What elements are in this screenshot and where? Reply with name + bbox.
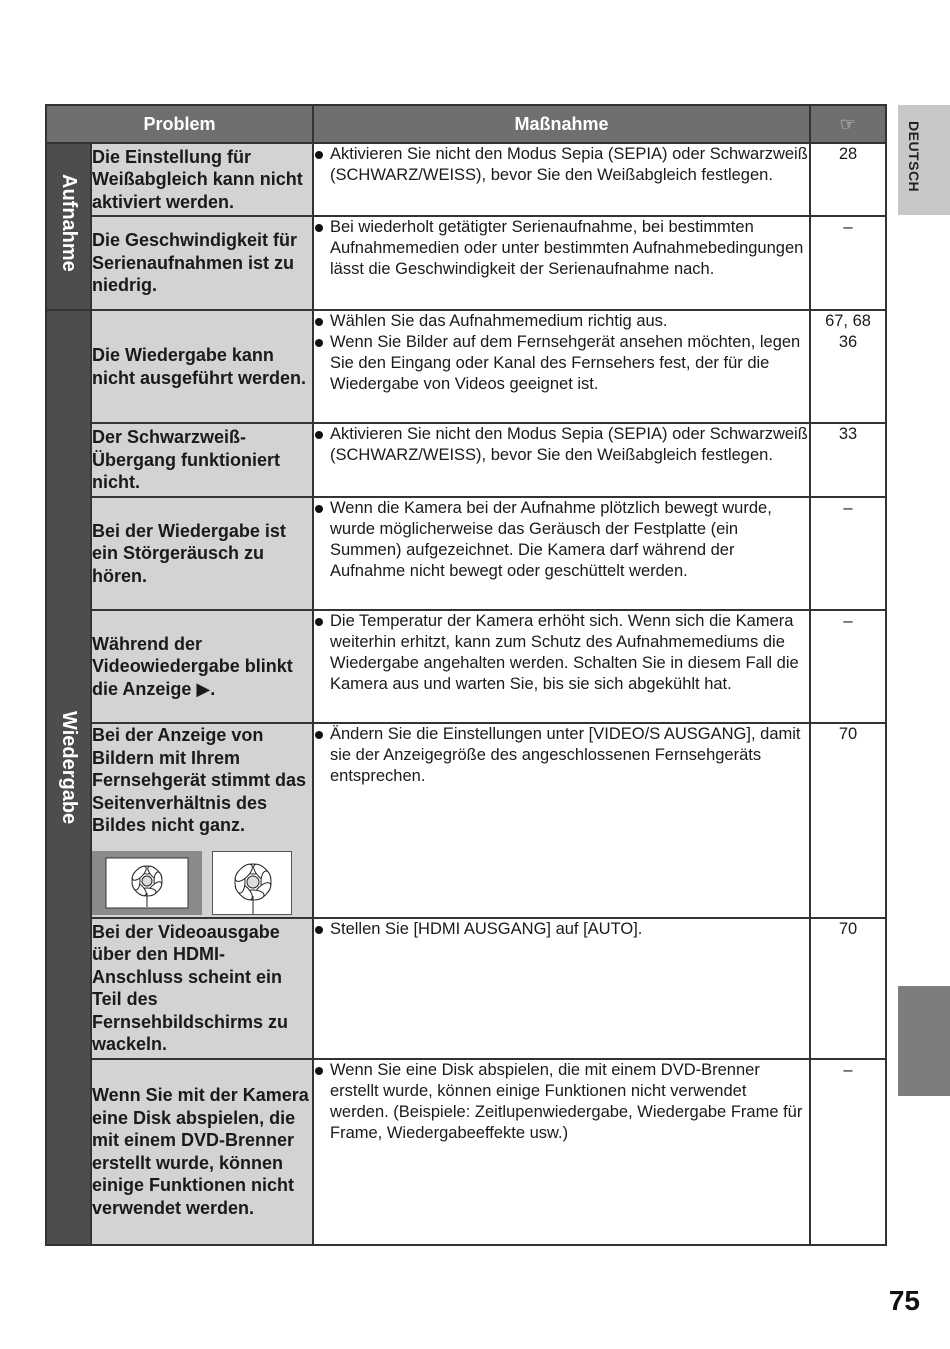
- language-tab: [898, 105, 950, 215]
- table-row: [46, 497, 886, 610]
- table-row: [46, 1059, 886, 1245]
- measure-item: Wenn Sie eine Disk abspielen, die mit einem DVD-Brenner erstellt wurde, können einige Funktionen nicht verwendet werden. (Beispiele: Zeitlupenwiedergabe, Wiedergabe Frame für Frame, Wiedergabeeffekte usw.): [314, 1060, 809, 1144]
- table-row: [46, 143, 886, 216]
- measure-cell: [313, 143, 810, 216]
- wide-screen-thumbnail: [92, 851, 202, 915]
- page-number: 75: [888, 1285, 920, 1316]
- page-reference: 67, 68: [825, 312, 871, 330]
- troubleshooting-table: [45, 104, 887, 1246]
- table-header-row: [46, 105, 886, 143]
- section-marker-block: [898, 986, 950, 1096]
- problem-cell: Bei der Videoausgabe über den HDMI-Anschluss scheint ein Teil des Fernsehbildschirms zu wackeln.: [91, 918, 313, 1059]
- page-reference: –: [843, 612, 853, 630]
- header-measure: Maßnahme: [313, 105, 810, 143]
- measure-item: Wenn die Kamera bei der Aufnahme plötzlich bewegt wurde, wurde möglicherweise das Geräusch der Festplatte (ein Summen) aufgezeichnet. Die Kamera darf während der Aufnahme nicht bewegt oder geschüttelt werden.: [314, 498, 809, 582]
- category-label: Wiedergabe: [58, 711, 80, 825]
- measure-item: Stellen Sie [HDMI AUSGANG] auf [AUTO].: [314, 919, 809, 940]
- table-row: [46, 723, 886, 918]
- reference-cell: [810, 918, 886, 1059]
- measure-cell: [313, 423, 810, 497]
- measure-item: Wenn Sie Bilder auf dem Fernsehgerät ansehen möchten, legen Sie den Eingang oder Kanal des Fernsehers fest, der für die Wiedergabe von Videos geeignet ist.: [314, 332, 809, 395]
- language-label: DEUTSCH: [906, 121, 922, 193]
- reference-cell: [810, 1059, 886, 1245]
- measure-cell: [313, 216, 810, 310]
- problem-cell: Der Schwarzweiß-Übergang funktioniert nicht.: [91, 423, 313, 497]
- measure-item: Bei wiederholt getätigter Serienaufnahme, bei bestimmten Aufnahmemedien oder unter bestimmten Aufnahmebedingungen lässt die Geschwindigkeit der Serienaufnahme nach.: [314, 217, 809, 280]
- problem-text: Bei der Anzeige von Bildern mit Ihrem Fernsehgerät stimmt das Seitenverhältnis des Bildes nicht ganz.: [92, 725, 307, 835]
- measure-item: Wählen Sie das Aufnahmemedium richtig aus.: [314, 311, 809, 332]
- page-reference: 36: [838, 333, 858, 351]
- page-reference: 70: [838, 919, 858, 938]
- table-row: [46, 918, 886, 1059]
- reference-cell: [810, 216, 886, 310]
- header-reference-icon: [810, 105, 886, 143]
- reference-cell: [810, 143, 886, 216]
- category-playback: [46, 310, 91, 1245]
- measure-item: Aktivieren Sie nicht den Modus Sepia (SEPIA) oder Schwarzweiß (SCHWARZ/WEISS), bevor Sie den Weißabgleich festlegen.: [314, 424, 809, 466]
- page-reference: –: [843, 218, 853, 236]
- measure-cell: [313, 723, 810, 918]
- problem-cell: Bei der Wiedergabe ist ein Störgeräusch zu hören.: [91, 497, 313, 610]
- reference-cell: [810, 610, 886, 723]
- problem-cell: Wenn Sie mit der Kamera eine Disk abspielen, die mit einem DVD-Brenner erstellt wurde, können einige Funktionen nicht verwendet werden.: [91, 1059, 313, 1245]
- aspect-ratio-illustrations: [92, 851, 312, 917]
- measure-cell: [313, 610, 810, 723]
- problem-cell: Die Einstellung für Weißabgleich kann nicht aktiviert werden.: [91, 143, 313, 216]
- measure-cell: [313, 1059, 810, 1245]
- page-reference: 33: [838, 425, 858, 443]
- problem-cell: Die Geschwindigkeit für Serienaufnahmen ist zu niedrig.: [91, 216, 313, 310]
- flower-icon: [213, 852, 293, 916]
- reference-cell: [810, 723, 886, 918]
- reference-cell: [810, 310, 886, 423]
- table-row: [46, 216, 886, 310]
- page-reference: 70: [838, 725, 858, 743]
- standard-screen-thumbnail: [212, 851, 292, 915]
- page-reference: 28: [838, 145, 858, 163]
- category-recording: [46, 143, 91, 310]
- flower-icon: [92, 851, 202, 915]
- measure-cell: [313, 497, 810, 610]
- problem-cell: Die Wiedergabe kann nicht ausgeführt werden.: [91, 310, 313, 423]
- page-reference: –: [843, 1060, 853, 1079]
- category-label: Aufnahme: [58, 174, 80, 272]
- table-row: [46, 310, 886, 423]
- table-row: [46, 610, 886, 723]
- measure-item: Ändern Sie die Einstellungen unter [VIDEO/S AUSGANG], damit sie der Anzeigegröße des angeschlossenen Fernsehgeräts entsprechen.: [314, 724, 809, 787]
- hand-pointer-icon: ☞: [839, 113, 857, 134]
- page-reference: –: [843, 499, 853, 517]
- measure-cell: [313, 310, 810, 423]
- reference-cell: [810, 423, 886, 497]
- measure-item: Die Temperatur der Kamera erhöht sich. Wenn sich die Kamera weiterhin erhitzt, kann zum Schutz des Aufnahmemediums die Wiedergabe angehalten werden. Schalten Sie in diesem Fall die Kamera aus und warten Sie, bis sie sich abgekühlt hat.: [314, 611, 809, 695]
- reference-cell: [810, 497, 886, 610]
- header-problem: Problem: [46, 105, 313, 143]
- problem-cell: Während der Videowiedergabe blinkt die Anzeige ▶.: [91, 610, 313, 723]
- measure-cell: [313, 918, 810, 1059]
- measure-item: Aktivieren Sie nicht den Modus Sepia (SEPIA) oder Schwarzweiß (SCHWARZ/WEISS), bevor Sie den Weißabgleich festlegen.: [314, 144, 809, 186]
- table-row: [46, 423, 886, 497]
- problem-cell: [91, 723, 313, 918]
